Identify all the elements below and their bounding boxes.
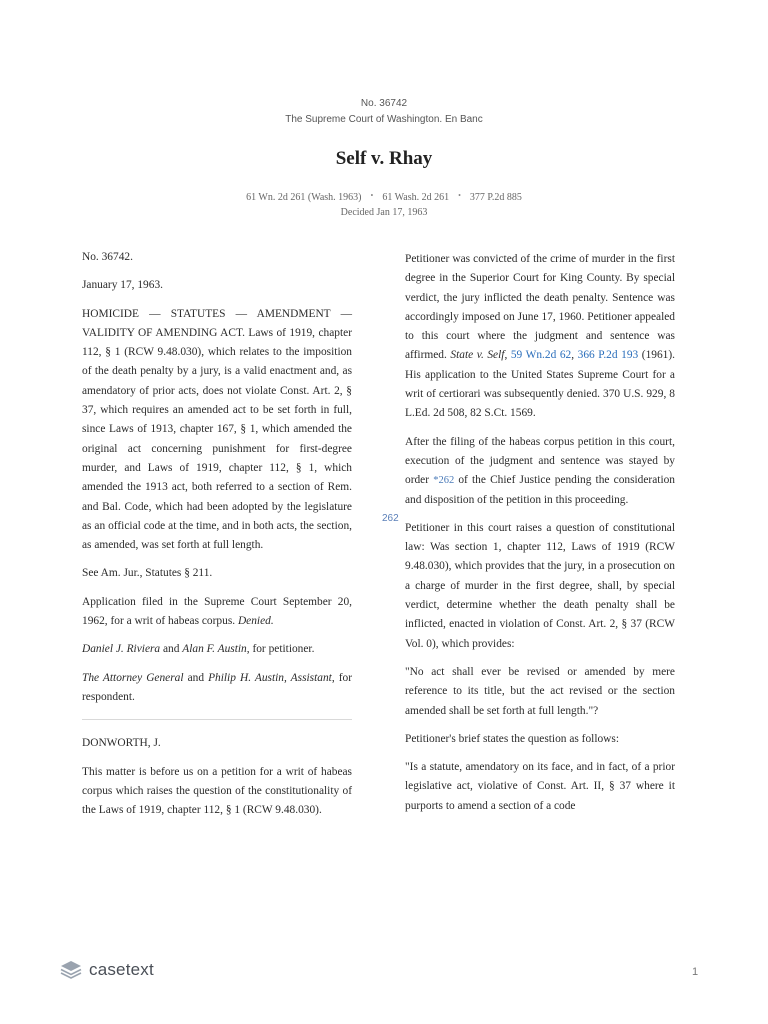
case-title: Self v. Rhay: [335, 148, 433, 169]
court-name: The Supreme Court of Washington. En Banc: [285, 114, 483, 125]
opinion-paragraph: This matter is before us on a petition for a writ of habeas corpus which raises the question of the constitutionality of the Laws of 1919, chapter 112, § 1 (RCW 9.48.030).: [82, 765, 352, 817]
right-column: [405, 250, 675, 825]
citation-link[interactable]: 366 P.2d 193: [577, 349, 639, 362]
respondent-counsel: [82, 669, 352, 708]
decided-date: Decided Jan 17, 1963: [340, 207, 428, 218]
see-reference: See Am. Jur., Statutes § 211.: [82, 567, 213, 580]
counsel-name: Daniel J. Riviera: [82, 643, 161, 656]
docket-number: No. 36742: [360, 98, 408, 109]
separator: ,: [504, 349, 511, 362]
petitioner-counsel: [82, 640, 352, 659]
brand-name: casetext: [89, 960, 154, 979]
page-number: 1: [692, 966, 699, 978]
case-name: State v. Self: [450, 349, 505, 362]
application-text: Application filed in the Supreme Court September 20, 1962, for a writ of habeas corpus.: [82, 595, 352, 628]
opinion-paragraph: [405, 433, 675, 510]
quoted-question: "Is a statute, amendatory on its face, and in fact, of a prior legislative act, violative of Const. Art. II, § 37 where it purports to amend a section of a code: [405, 761, 675, 812]
date-paragraph: January 17, 1963.: [82, 279, 163, 292]
counsel-name: The Attorney General: [82, 671, 184, 684]
quoted-provision: "No act shall ever be revised or amended by mere reference to its title, but the act revised or the section amended shall be set forth at full length."?: [405, 665, 675, 717]
and-text: and: [160, 643, 183, 656]
application-paragraph: [82, 593, 352, 632]
paragraph-text: (1961). His application to the United States Supreme Court for a writ of certiorari was subsequently denied. 370 U.S. 929, 8 L.Ed. 2d 508, 82 S.Ct. 1569.: [405, 349, 675, 420]
and-text: and: [183, 671, 209, 684]
casetext-logo-icon: [60, 960, 82, 980]
counsel-role: , for petitioner.: [246, 643, 315, 656]
page-reference-link[interactable]: *262: [433, 475, 455, 487]
disposition: Denied.: [237, 615, 274, 628]
citation-3: 377 P.2d 885: [469, 192, 522, 203]
margin-page-number: 262: [382, 513, 399, 524]
paragraph-text: of the Chief Justice pending the consideration and disposition of the petition in this proceeding.: [405, 474, 675, 506]
opinion-paragraph: [405, 250, 675, 424]
citation-link[interactable]: 59 Wn.2d 62: [510, 349, 572, 362]
casetext-logo[interactable]: [60, 960, 154, 980]
paragraph-text: Petitioner was convicted of the crime of murder in the first degree in the Superior Court for King County. By special verdict, the jury inflicted the death penalty. Sentence was accordingly imposed on June 17, 1960. Petitioner appealed to this court where the judgment and sentence was affirmed.: [405, 253, 675, 362]
opinion-paragraph: Petitioner's brief states the question as follows:: [405, 732, 620, 745]
judge-name: DONWORTH, J.: [82, 737, 161, 750]
docket-paragraph: No. 36742.: [82, 251, 133, 263]
citation-1: 61 Wn. 2d 261 (Wash. 1963): [246, 192, 362, 203]
counsel-name: Philip H. Austin, Assistant: [208, 671, 332, 684]
left-column: [82, 248, 352, 829]
separator-dot: •: [458, 191, 461, 200]
counsel-role: , for respondent.: [82, 671, 353, 703]
citations: [0, 191, 768, 203]
headnote-paragraph: HOMICIDE — STATUTES — AMENDMENT — VALIDITY OF AMENDING ACT. Laws of 1919, chapter 112, § 1 (RCW 9.48.030), which relates to the imposition of the death penalty by a jury, is a valid enactment and, as amendatory of prior acts, does not violate Const. Art. 2, § 37, which requires an amended act to be set forth in full, since Laws of 1913, chapter 167, § 1, which amended the original act concerning punishment for first-degree murder, and Laws of 1919, chapter 112, § 1, which amended the 1913 act, both referred to a section of Rem. and Bal. Code, which had been adopted by the legislature as an official code at the time, and in both acts, the section, as amended, was set forth at full length.: [82, 307, 352, 552]
opinion-paragraph: Petitioner in this court raises a question of constitutional law: Was section 1, chapter 112, Laws of 1919 (RCW 9.48.030), which provides that the jury, in a prosecution on a charge of murder in the first degree, shall, by special verdict, determine whether the death penalty shall be inflicted, enacted in violation of Const. Art. 2, § 37 (RCW Vol. 0), which provides:: [405, 521, 675, 650]
separator-dot: •: [370, 191, 374, 200]
paragraph-text: After the filing of the habeas corpus petition in this court, execution of the judgment and sentence was stayed by order: [405, 435, 675, 487]
counsel-name: Alan F. Austin: [182, 643, 247, 656]
section-divider: [82, 719, 352, 720]
citation-2: 61 Wash. 2d 261: [382, 192, 450, 203]
separator: ,: [571, 349, 578, 362]
